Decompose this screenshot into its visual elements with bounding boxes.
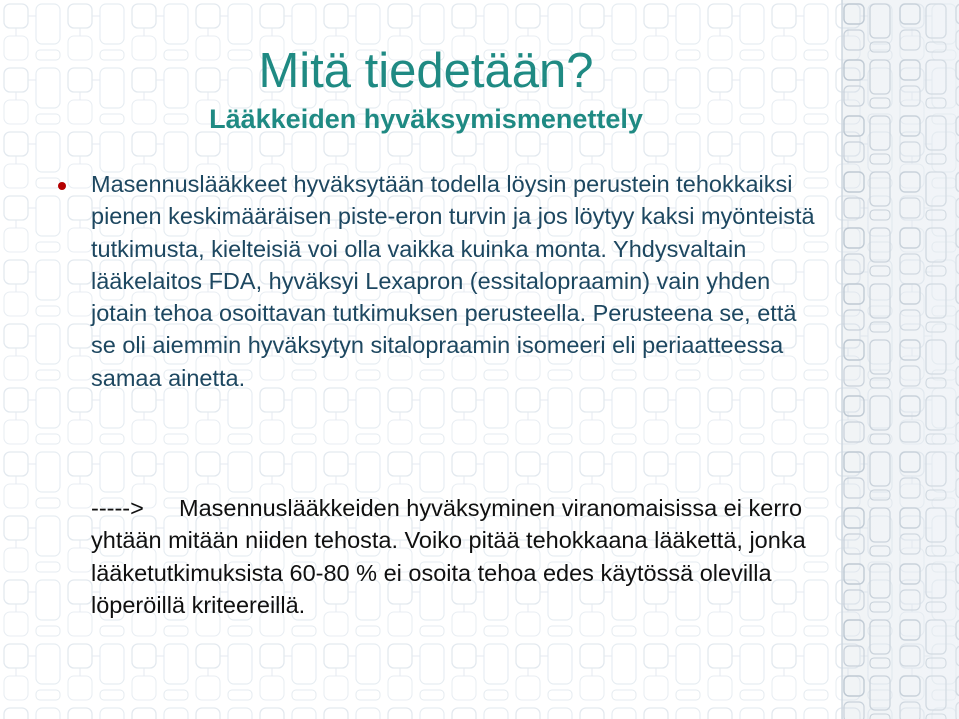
conclusion-paragraph	[91, 492, 831, 621]
conclusion-text: Masennuslääkkeiden hyväksyminen viranomaisissa ei kerro yhtään mitään niiden tehosta. Voiko pitää tehokkaana lääkettä, jonka lääketutkimuksista 60-80 % ei osoita tehoa edes käytössä olevilla löperöillä kriteereillä.	[91, 495, 806, 618]
bullet-dot-icon	[58, 182, 66, 190]
bullet-text: Masennuslääkkeet hyväksytään todella löysin perustein tehokkaiksi pienen keskimääräisen piste-eron turvin ja jos löytyy kaksi myönteistä tutkimusta, kielteisiä voi olla vaikka kuinka monta. Yhdysvaltain lääkelaitos FDA, hyväksyi Lexapron (essitalopraamin) vain yhden jotain tehoa osoittavan tutkimuksen perusteella. Perusteena se, että se oli aiemmin hyväksytyn sitalopraamin isomeeri eli periaatteessa samaa ainetta.	[91, 171, 815, 391]
slide-title: Mitä tiedetään?	[258, 44, 594, 98]
slide-subtitle: Lääkkeiden hyväksymismenettely	[209, 104, 643, 134]
arrow-text: ----->	[91, 495, 144, 521]
bullet-list-item	[58, 168, 818, 394]
